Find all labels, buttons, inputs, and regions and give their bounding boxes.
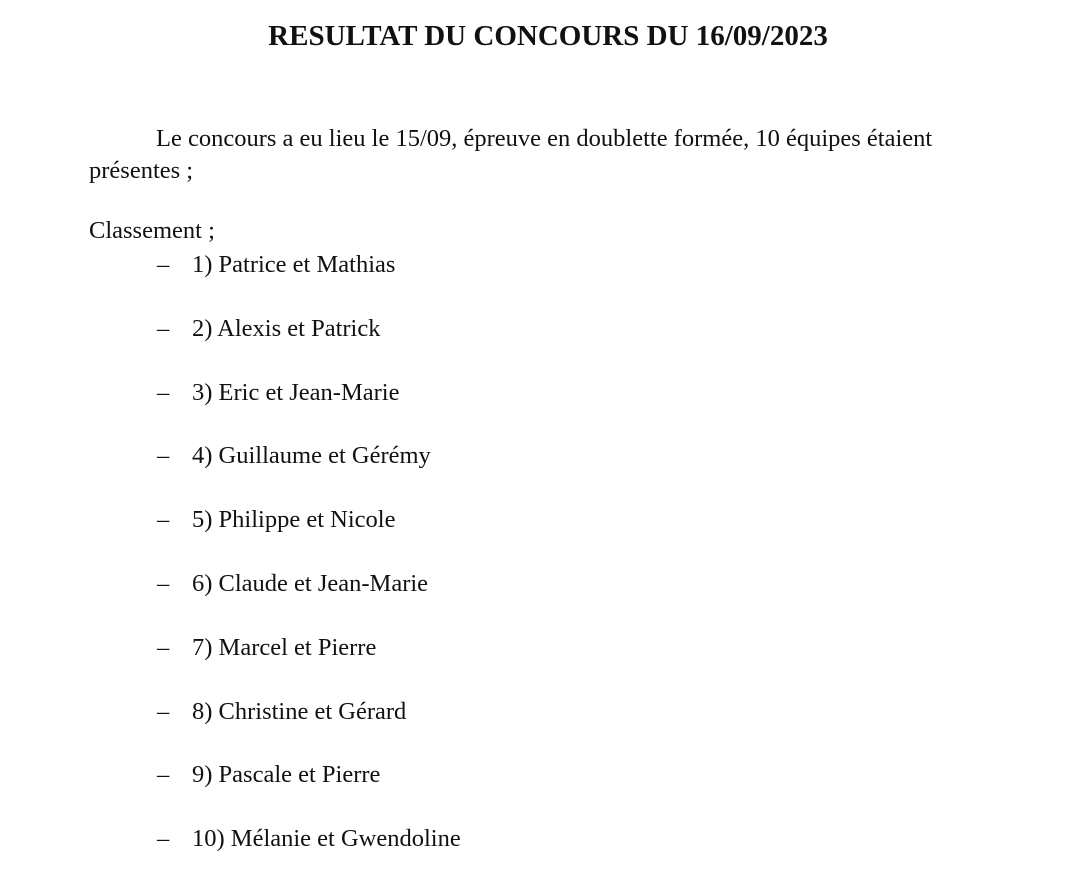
list-dash: – [157, 314, 170, 342]
ranking-entry: 5) Philippe et Nicole [192, 506, 396, 534]
intro-paragraph: Le concours a eu lieu le 15/09, épreuve en doublette formée, 10 équipes étaient présentes ; [89, 125, 933, 184]
ranking-entry: 7) Marcel et Pierre [192, 633, 377, 661]
ranking-entry: 2) Alexis et Patrick [192, 314, 381, 342]
list-dash: – [157, 697, 170, 725]
ranking-entry: 6) Claude et Jean-Marie [192, 569, 429, 597]
classement-label: Classement ; [89, 217, 215, 244]
ranking-entry: 4) Guillaume et Gérémy [192, 442, 431, 470]
list-dash: – [157, 633, 170, 661]
ranking-entry: 9) Pascale et Pierre [192, 761, 381, 789]
ranking-entry: 3) Eric et Jean-Marie [192, 378, 400, 406]
ranking-entry: 8) Christine et Gérard [192, 697, 407, 725]
list-dash: – [157, 761, 170, 789]
list-dash: – [157, 251, 170, 278]
page-title: RESULTAT DU CONCOURS DU 16/09/2023 [268, 20, 828, 52]
list-dash: – [157, 378, 170, 406]
list-dash: – [157, 506, 170, 534]
list-dash: – [157, 825, 170, 853]
ranking-entry: 1) Patrice et Mathias [192, 251, 396, 278]
list-dash: – [157, 442, 170, 470]
list-dash: – [157, 569, 170, 597]
ranking-entry: 10) Mélanie et Gwendoline [192, 825, 461, 853]
